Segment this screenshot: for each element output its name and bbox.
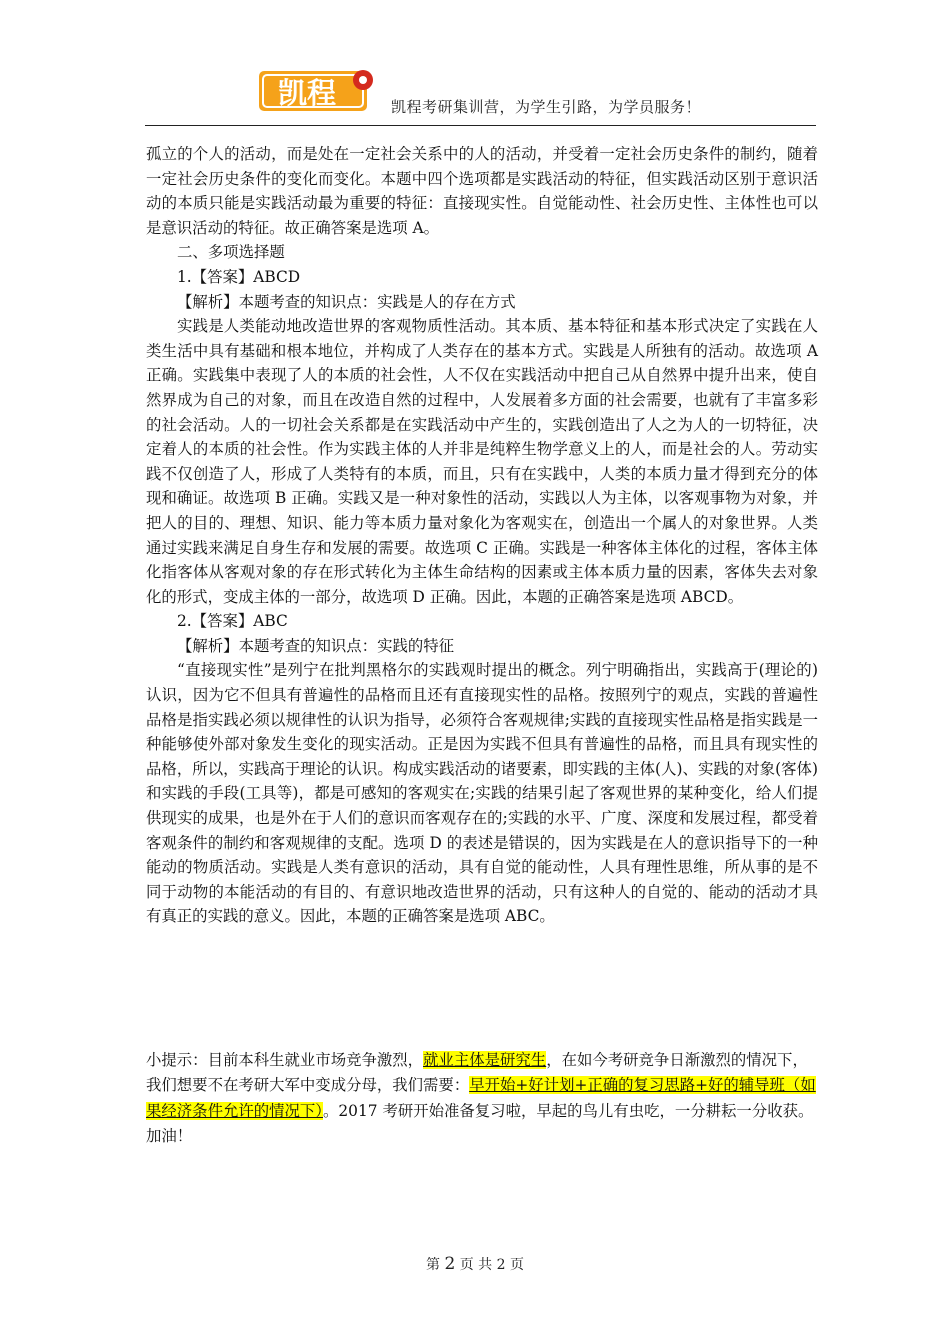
q1-analysis-label: 【解析】本题考查的知识点：实践是人的存在方式 bbox=[177, 292, 516, 311]
header-slogan: 凯程考研集训营，为学生引路，为学员服务！ bbox=[391, 98, 702, 116]
q1-answer: 1.【答案】ABCD bbox=[177, 267, 301, 286]
footer-middle: 页 共 bbox=[455, 1257, 497, 1273]
tip-paragraph bbox=[146, 1048, 818, 1150]
footer-prefix: 第 bbox=[425, 1257, 445, 1273]
tip-highlight-1: 就业主体是研究生 bbox=[423, 1051, 547, 1069]
intro-paragraph: 孤立的个人的活动，而是处在一定社会关系中的人的活动，并受着一定社会历史条件的制约，随着一定社会历史条件的变化而变化。本题中四个选项都是实践活动的特征，但实践活动区别于意识活动的本质只能是实践活动最为重要的特征：直接现实性。自觉能动性、社会历史性、主体性也可以是意识活动的特征。故正确答案是选项 A。 bbox=[146, 145, 818, 237]
header-divider bbox=[145, 125, 816, 126]
q2-answer: 2.【答案】ABC bbox=[177, 612, 288, 631]
document-body bbox=[146, 142, 818, 929]
q2-analysis-text: “直接现实性”是列宁在批判黑格尔的实践观时提出的概念。列宁明确指出，实践高于(理论的)认识，因为它不但具有普遍性的品格而且还有直接现实性的品格。按照列宁的观点，实践的普遍性品格是指实践必须以规律性的认识为指导，必须符合客观规律;实践的直接现实性品格是指实践是一种能够使外部对象发生变化的现实活动。正是因为实践不但具有普遍性的品格，而且具有现实性的品格，所以，实践高于理论的认识。构成实践活动的诸要素，即实践的主体(人)、实践的对象(客体)和实践的手段(工具等)，都是可感知的客观实在;实践的结果引起了客观世界的某种变化，给人们提供现实的成果，也是外在于人们的意识而客观存在的;实践的水平、广度、深度和发展过程，都受着客观条件的制约和客观规律的支配。选项 D 的表述是错误的，因为实践是在人的意识指导下的一种能动的物质活动。实践是人类有意识的活动，具有自觉的能动性，人具有理性思维，所从事的是不同于动物的本能活动的有目的、有意识地改造世界的活动，只有这种人的自觉的、能动的活动才具有真正的实践的意义。因此，本题的正确答案是选项 ABC。 bbox=[146, 661, 818, 926]
tip-text-1: 小提示：目前本科生就业市场竞争激烈， bbox=[146, 1051, 424, 1069]
q2-analysis-label: 【解析】本题考查的知识点：实践的特征 bbox=[177, 636, 455, 655]
logo-text: 凯程 bbox=[277, 76, 337, 110]
tip-text-3: 。2017 考研开始准备复习啦，早起的鸟儿有虫吃，一分耕耘一分收获。加油！ bbox=[146, 1101, 814, 1146]
footer-page-number: 2 bbox=[444, 1254, 456, 1274]
footer-total-pages: 2 bbox=[496, 1257, 506, 1273]
tip-highlight-2: 早开始+好计划+正确的复习思路+好的辅导班（如果经济条件允许的情况下） bbox=[146, 1076, 816, 1120]
kaicheng-logo bbox=[257, 68, 375, 114]
page-footer bbox=[0, 1254, 950, 1274]
tip-text-2: ，在如今考研竞争日渐激烈的情况下，我们想要不在考研大军中变成分母，我们需要： bbox=[146, 1051, 808, 1095]
footer-suffix: 页 bbox=[505, 1257, 524, 1273]
section-title: 二、多项选择题 bbox=[177, 243, 285, 262]
page-header bbox=[145, 62, 815, 126]
q1-analysis-text: 实践是人类能动地改造世界的客观物质性活动。其本质、基本特征和基本形式决定了实践在人类生活中具有基础和根本地位，并构成了人类存在的基本方式。实践是人所独有的活动。故选项 A 正确。实践集中表现了人的本质的社会性，人不仅在实践活动中把自己从自然界中提升出来，使自然界成为自己的对象，而且在改造自然的过程中，人发展着多方面的社会需要，也就有了丰富多彩的社会活动。人的一切社会关系都是在实践活动中产生的，实践创造出了人之为人的一切特征，决定着人的本质的社会性。作为实践主体的人并非是纯粹生物学意义上的人，而是社会的人。劳动实践不仅创造了人，形成了人类特有的本质，而且，只有在实践中，人类的本质力量才得到充分的体现和确证。故选项 B 正确。实践又是一种对象性的活动，实践以人为主体，以客观事物为对象，并把人的目的、理想、知识、能力等本质力量对象化为客观实在，创造出一个属人的对象世界。人类通过实践来满足自身生存和发展的需要。故选项 C 正确。实践是一种客体主体化的过程，客体主体化指客体从客观对象的存在形式转化为主体生命结构的因素或主体本质力量的因素，客体失去对象化的形式，变成主体的一部分，故选项 D 正确。因此，本题的正确答案是选项 ABCD。 bbox=[146, 317, 818, 606]
